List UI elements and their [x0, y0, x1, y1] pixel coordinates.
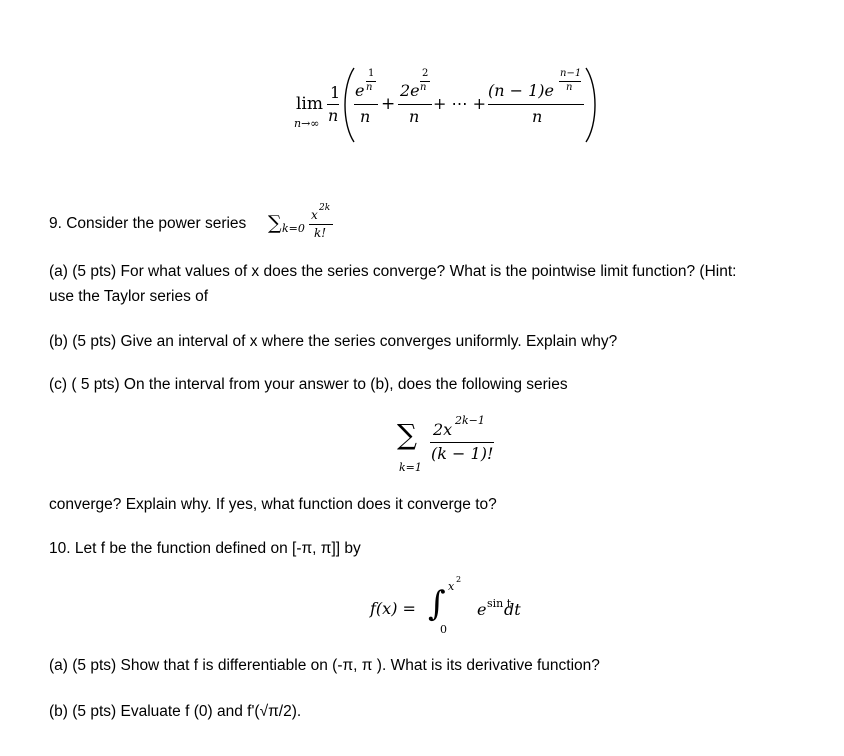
term1-e: e [355, 81, 365, 100]
q10-lhs: f(x) = [370, 599, 416, 618]
q9-c-numerator-exp: 2k−1 [455, 414, 485, 427]
q10-integrand-exp: sin t [487, 597, 512, 610]
term3-exp-num: n−1 [560, 68, 582, 79]
term3-exp-den: n [566, 82, 573, 93]
q9-c-fraction-bar [430, 442, 494, 443]
q9-c-sum-subscript: k=1 [399, 461, 422, 474]
coef-numerator: 1 [330, 83, 341, 102]
term1-denominator: n [360, 107, 371, 126]
q9-c-numerator: 2x [433, 420, 453, 439]
term2-exp-num: 2 [422, 68, 429, 79]
coef-denominator: n [328, 106, 339, 125]
q10-lower-limit: 0 [440, 623, 447, 636]
q9-denominator: k! [314, 226, 327, 240]
q10-upper-limit: x [448, 580, 455, 593]
q9-intro: 9. Consider the power series [49, 215, 247, 232]
term1-fraction-bar [354, 104, 378, 105]
q9-sum-symbol: ∑ [268, 212, 282, 234]
q10-part-a: (a) (5 pts) Show that f is differentiable on (-π, π ). What is its derivative function? [49, 657, 600, 674]
q10-part-b: (b) (5 pts) Evaluate f (0) and f'(√π/2). [49, 703, 302, 720]
left-paren [340, 66, 356, 144]
q9-part-b: (b) (5 pts) Give an interval of x where the series converges uniformly. Explain why? [49, 333, 618, 350]
q9-part-a-cont: use the Taylor series of [49, 288, 209, 305]
q10-dt: dt [504, 600, 521, 619]
term2-denominator: n [409, 107, 420, 126]
dots: + ⋯ + [433, 94, 486, 113]
q10-upper-limit-exp: 2 [456, 575, 462, 584]
q9-part-c: (c) ( 5 pts) On the interval from your answer to (b), does the following series [49, 376, 568, 393]
q9-part-a: (a) (5 pts) For what values of x does the series converge? What is the pointwise limit function? (Hint: [49, 263, 737, 280]
q10-intro: 10. Let f be the function defined on [-π, π]] by [49, 540, 361, 557]
q9-numerator: x [311, 208, 318, 222]
q9-sum-subscript: k=0 [282, 222, 305, 235]
term2-fraction-bar [398, 104, 432, 105]
term3-denominator: n [532, 107, 543, 126]
coef-fraction-bar [327, 104, 339, 105]
q9-fraction-bar [309, 224, 333, 225]
q9-part-c-after: converge? Explain why. If yes, what function does it converge to? [49, 496, 497, 513]
q9-c-denominator: (k − 1)! [431, 444, 494, 463]
term2-coef: 2e [400, 81, 420, 100]
q10-integrand: e [477, 600, 487, 619]
term3-fraction-bar [488, 104, 584, 105]
right-paren [584, 66, 600, 144]
term2-exp-den: n [420, 82, 427, 93]
lim-label: lim [296, 94, 323, 114]
q9-numerator-exp: 2k [319, 203, 331, 213]
q10-integral-symbol: ∫ [428, 584, 446, 624]
term1-exp-num: 1 [368, 68, 375, 79]
lim-subscript: n→∞ [294, 117, 320, 130]
q9-c-sum-symbol: ∑ [397, 418, 417, 451]
plus-1: + [381, 94, 396, 114]
term3-coef: (n − 1)e [488, 81, 555, 100]
term1-exp-den: n [366, 82, 373, 93]
